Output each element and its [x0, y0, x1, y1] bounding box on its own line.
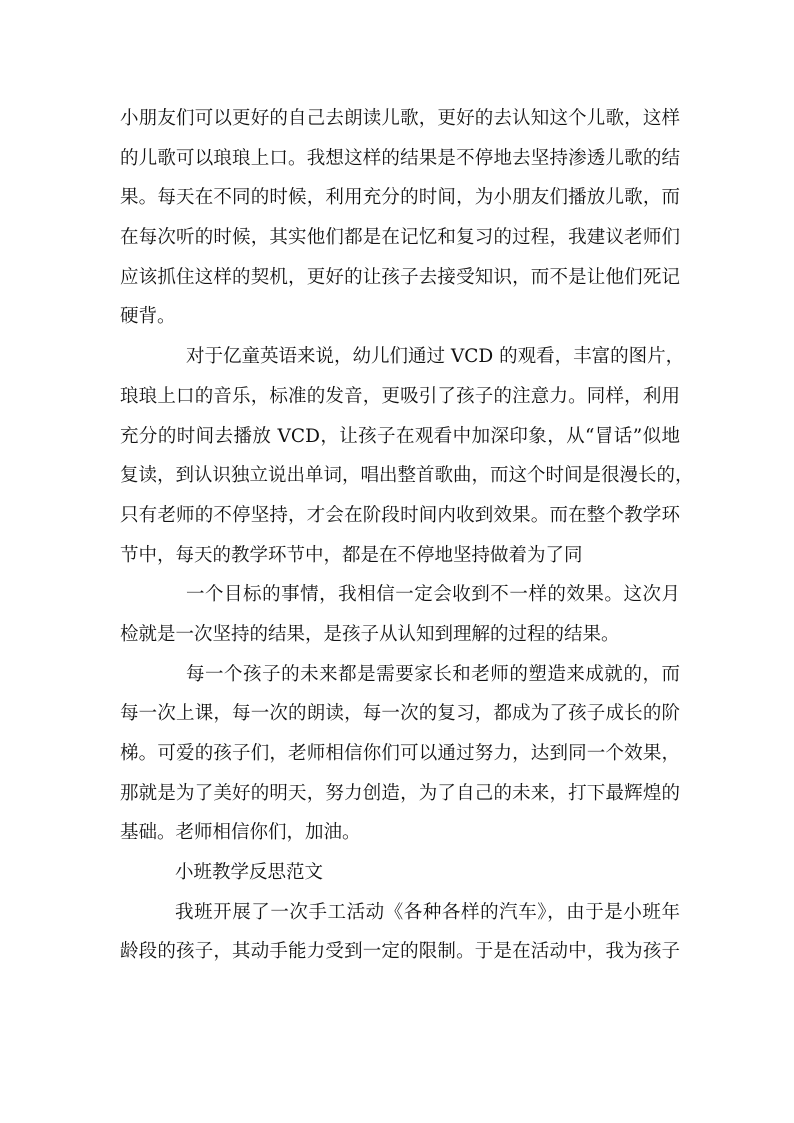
- paragraph-1-line-5: 应该抓住这样的契机，更好的让孩子去接受知识，而不是让他们死记: [120, 266, 680, 288]
- paragraph-2-line-1: 对于亿童英语来说，幼儿们通过 VCD 的观看，丰富的图片，: [186, 346, 685, 368]
- paragraph-4-line-2: 每一次上课，每一次的朗读，每一次的复习，都成为了孩子成长的阶: [120, 703, 680, 725]
- paragraph-4-line-5: 基础。老师相信你们，加油。: [120, 822, 361, 844]
- paragraph-2-line-5: 只有老师的不停坚持，才会在阶段时间内收到效果。而在整个教学环: [120, 504, 680, 526]
- paragraph-2-line-3: 充分的时间去播放 VCD，让孩子在观看中加深印象，从“冒话”似地: [120, 425, 680, 447]
- paragraph-2-line-6: 节中，每天的教学环节中，都是在不停地坚持做着为了同: [120, 544, 583, 566]
- section-heading: 小班教学反思范文: [175, 862, 324, 884]
- paragraph-3-line-1: 一个目标的事情，我相信一定会收到不一样的效果。这次月: [186, 584, 680, 606]
- paragraph-2-line-2: 琅琅上口的音乐，标准的发音，更吸引了孩子的注意力。同样，利用: [120, 385, 680, 407]
- paragraph-4-line-3: 梯。可爱的孩子们，老师相信你们可以通过努力，达到同一个效果，: [120, 743, 680, 764]
- paragraph-6-line-2: 龄段的孩子，其动手能力受到一定的限制。于是在活动中，我为孩子: [120, 941, 680, 963]
- paragraph-1-line-3: 果。每天在不同的时候，利用充分的时间，为小朋友们播放儿歌，而: [120, 187, 680, 209]
- paragraph-1-line-1: 小朋友们可以更好的自己去朗读儿歌，更好的去认知这个儿歌，这样: [120, 108, 680, 129]
- paragraph-1-line-2: 的儿歌可以琅琅上口。我想这样的结果是不停地去坚持渗透儿歌的结: [120, 147, 680, 169]
- paragraph-3-line-2: 检就是一次坚持的结果，是孩子从认知到理解的过程的结果。: [120, 623, 620, 645]
- paragraph-1-line-6: 硬背。: [120, 306, 176, 328]
- document-body: [120, 99, 694, 972]
- paragraph-4-line-1: 每一个孩子的未来都是需要家长和老师的塑造来成就的，而: [186, 663, 680, 685]
- paragraph-4-line-4: 那就是为了美好的明天，努力创造，为了自己的未来，打下最辉煌的: [120, 782, 680, 804]
- paragraph-6-line-1: 我班开展了一次手工活动《各种各样的汽车》，由于是小班年: [175, 901, 680, 923]
- paragraph-2-line-4: 复读，到认识独立说出单词，唱出整首歌曲，而这个时间是很漫长的，: [120, 465, 694, 487]
- paragraph-1-line-4: 在每次听的时候，其实他们都是在记忆和复习的过程，我建议老师们: [120, 227, 680, 249]
